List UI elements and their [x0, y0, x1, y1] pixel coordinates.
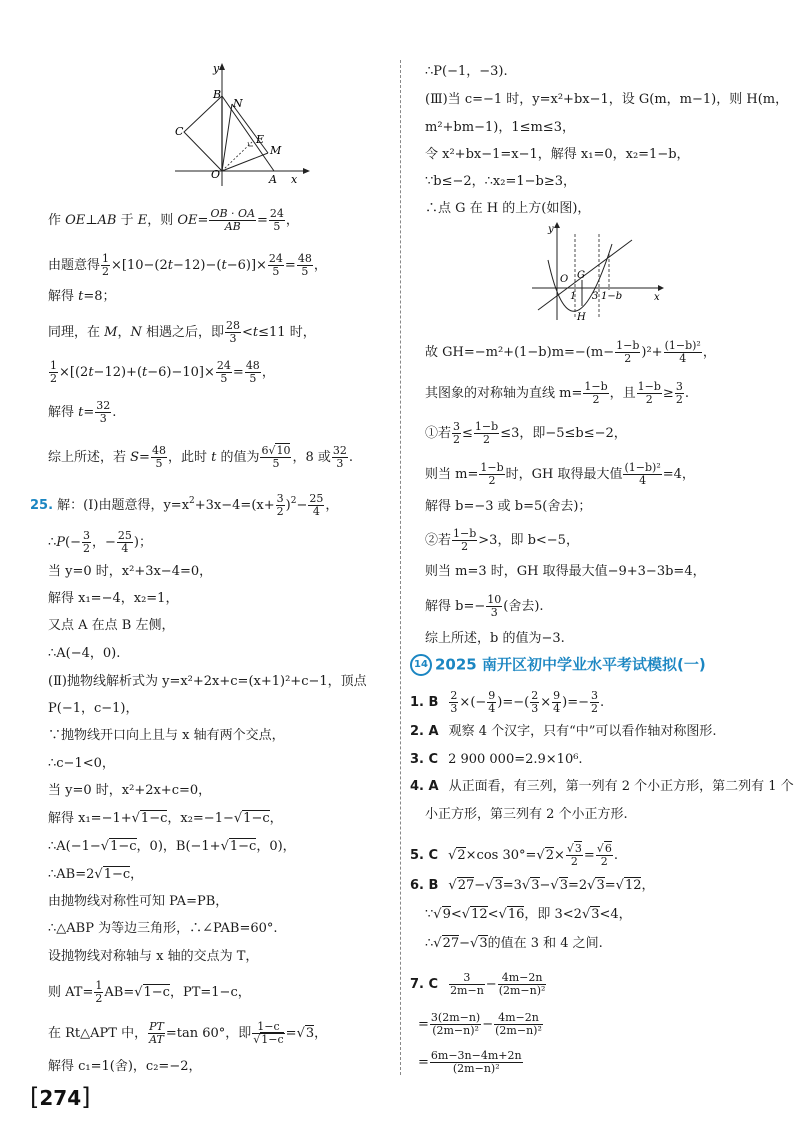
column-divider: [400, 60, 401, 1075]
label-E: E: [256, 133, 265, 146]
answer-6: 6. B √27−√3=3√3−√3=2√3=√12，: [410, 878, 655, 893]
line-l27: 解得 c₁=1(舍)，c₂=−2，: [48, 1059, 202, 1074]
line-l24: 设抛物线对称轴与 x 轴的交点为 T，: [48, 949, 259, 964]
answer-7-b: = $\frac{3(2m-n)}{\text{(2m−n)²}}$ − $\frac{4m-2n}{\text{(2m−n)²}}$: [418, 1011, 542, 1037]
fig2-label-H: H: [577, 312, 586, 323]
answer-4-cont: 小正方形，第三列有 2 个小正方形.: [425, 807, 628, 822]
answer-6-b: ∵√9<√12<√16，即 3<2√3<4，: [425, 907, 632, 922]
answer-2: 2. A 观察 4 个汉字，只有“中”可以看作轴对称图形.: [410, 724, 717, 739]
line-r10: 则当 m= $\frac{1-b}{2}$ 时，GH 取得最大值 $\frac{\text{(1−b)²}}{4}$ =4，: [425, 461, 695, 487]
fig2-label-3: 3: [592, 291, 599, 302]
line-l9: ∴P(− $\frac{3}{2}$ ，− $\frac{25}{4}$ )；: [48, 529, 152, 555]
label-x: x: [291, 173, 298, 186]
fig2-label-O: O: [560, 274, 569, 285]
label-M: M: [270, 144, 282, 157]
line-r1: ∴P(−1，−3).: [425, 64, 508, 79]
line-l26: 在 Rt△APT 中， $\frac{PT}{AT}$ =tan 60°，即 $\frac{1-c}{√1-c}$ =√3，: [48, 1020, 328, 1046]
line-r8: 其图象的对称轴为直线 m= $\frac{1-b}{2}$ ，且 $\frac{1-b}{2}$ ≥ $\frac{3}{2}$ .: [425, 380, 689, 406]
line-r3: m²+bm−1)，1≤m≤3，: [425, 120, 575, 135]
answer-7: 7. C $\frac{3}{2m-n}$ − $\frac{4m-2n}{\text{(2m−n)²}}$: [410, 971, 546, 997]
answer-3: 3. C 2 900 000=2.9×10⁶.: [410, 752, 583, 767]
fig2-label-y: y: [548, 224, 554, 235]
geometry-figure: [165, 60, 315, 190]
line-r2: (Ⅲ)当 c=−1 时，y=x²+bx−1，设 G(m，m−1)，则 H(m，: [425, 92, 789, 107]
line-l18: 当 y=0 时，x²+2x+c=0，: [48, 783, 212, 798]
line-l13: ∴A(−4，0).: [48, 646, 121, 661]
line-l3: 解得 t=8；: [48, 289, 116, 304]
line-l1: 作 OE⊥AB 于 E，则 OE= $\frac{OB \cdot OA}{AB}$ = $\frac{24}{5}$ ，: [48, 207, 299, 233]
line-l2: 由题意得 $\frac{1}{2}$ ×[10−(2t−12)−(t−6)]× $\frac{24}{5}$ = $\frac{48}{5}$ ，: [48, 252, 327, 278]
line-r4: 令 x²+bx−1=x−1，解得 x₁=0，x₂=1−b，: [425, 147, 690, 162]
line-r6: ∴点 G 在 H 的上方(如图)，: [425, 201, 591, 216]
line-l8: 25. 解：(Ⅰ)由题意得，$y=x^2+3x-4=(x+$ $\frac{3}{2}$ )$^2$− $\frac{25}{4}$ ，: [30, 492, 339, 518]
line-r14: 解得 b=− $\frac{10}{3}$ (舍去).: [425, 593, 544, 619]
line-r9: ①若 $\frac{3}{2}$ ≤ $\frac{1-b}{2}$ ≤3，即−5≤b≤−2，: [425, 420, 627, 446]
line-l4: 同理，在 M，N 相遇之后，即 $\frac{28}{3}$ <t≤11 时，: [48, 319, 316, 345]
answer-4: 4. A 从正面看，有三列，第一列有 2 个小正方形，第二列有 1 个: [410, 779, 794, 794]
line-r13: 则当 m=3 时，GH 取得最大值−9+3−3b=4，: [425, 564, 706, 579]
label-N: N: [233, 97, 243, 110]
line-l6: 解得 t= $\frac{32}{3}$ .: [48, 399, 117, 425]
answer-5: 5. C √2×cos 30°=√2× $\frac{√3}{2}$ = $\frac{√6}{2}$ .: [410, 842, 618, 868]
line-l10: 当 y=0 时，x²+3x−4=0，: [48, 564, 213, 579]
answer-6-c: ∴√27−√3的值在 3 和 4 之间.: [425, 936, 603, 951]
answer-1: 1. B $\frac{2}{3}$ ×(− $\frac{9}{4}$ )=−( $\frac{2}{3}$ × $\frac{9}{4}$ )=− $\frac{3}{2}$ .: [410, 689, 605, 715]
label-y: y: [213, 62, 220, 75]
line-l17: ∴c−1<0，: [48, 756, 115, 771]
fig2-label-G: G: [577, 270, 585, 281]
line-l25: 则 AT= $\frac{1}{2}$ AB=√1−c，PT=1−c，: [48, 979, 251, 1005]
fig2-label-x: x: [654, 292, 660, 303]
line-l12: 又点 A 在点 B 左侧，: [48, 618, 175, 633]
line-r5: ∵b≤−2，∴x₂=1−b≥3，: [425, 174, 577, 189]
label-O: O: [211, 168, 221, 181]
line-l22: 由抛物线对称性可知 PA=PB，: [48, 894, 229, 909]
line-l19: 解得 x₁=−1+√1−c，x₂=−1−√1−c，: [48, 811, 283, 826]
label-A: A: [269, 173, 277, 186]
line-r7: 故 GH=−m²+(1−b)m=−(m− $\frac{1-b}{2}$ )²+ $\frac{\text{(1−b)²}}{4}$ ，: [425, 339, 716, 365]
line-r12: ②若 $\frac{1-b}{2}$ >3，即 b<−5，: [425, 527, 579, 553]
page-number: [274]: [30, 1083, 91, 1111]
section-title: 14 2025 南开区初中学业水平考试模拟(一): [410, 654, 706, 676]
label-B: B: [213, 88, 222, 101]
parabola-figure: [530, 220, 665, 325]
label-C: C: [175, 125, 184, 138]
fig2-label-1-b: 1−b: [601, 291, 623, 302]
line-l16: ∵抛物线开口向上且与 x 轴有两个交点，: [48, 728, 285, 743]
answer-7-c: = $\frac{6m-3n-4m+2n}{\text{(2m−n)²}}$: [418, 1049, 522, 1075]
section-badge: 14: [410, 654, 432, 676]
line-l5: $\frac{1}{2}$ ×[(2t−12)+(t−6)−10]× $\frac{24}{5}$ = $\frac{48}{5}$ ，: [50, 359, 275, 385]
line-l20: ∴A(−1−√1−c，0)，B(−1+√1−c，0)，: [48, 839, 296, 854]
line-r15: 综上所述，b 的值为−3.: [425, 631, 565, 646]
fig2-label-1: 1: [570, 291, 577, 302]
line-l21: ∴AB=2√1−c，: [48, 867, 144, 882]
line-l7: 综上所述，若 S= $\frac{48}{5}$ ，此时 t 的值为 $\frac{6√10}{5}$ ，8 或 $\frac{32}{3}$ .: [48, 444, 354, 470]
line-l15: P(−1，c−1)，: [48, 701, 139, 716]
line-r11: 解得 b=−3 或 b=5(舍去)；: [425, 499, 592, 514]
line-l11: 解得 x₁=−4，x₂=1，: [48, 591, 179, 606]
line-l23: ∴△ABP 为等边三角形，∴∠PAB=60°.: [48, 921, 278, 936]
line-l14: (Ⅱ)抛物线解析式为 y=x²+2x+c=(x+1)²+c−1，顶点: [48, 674, 367, 689]
